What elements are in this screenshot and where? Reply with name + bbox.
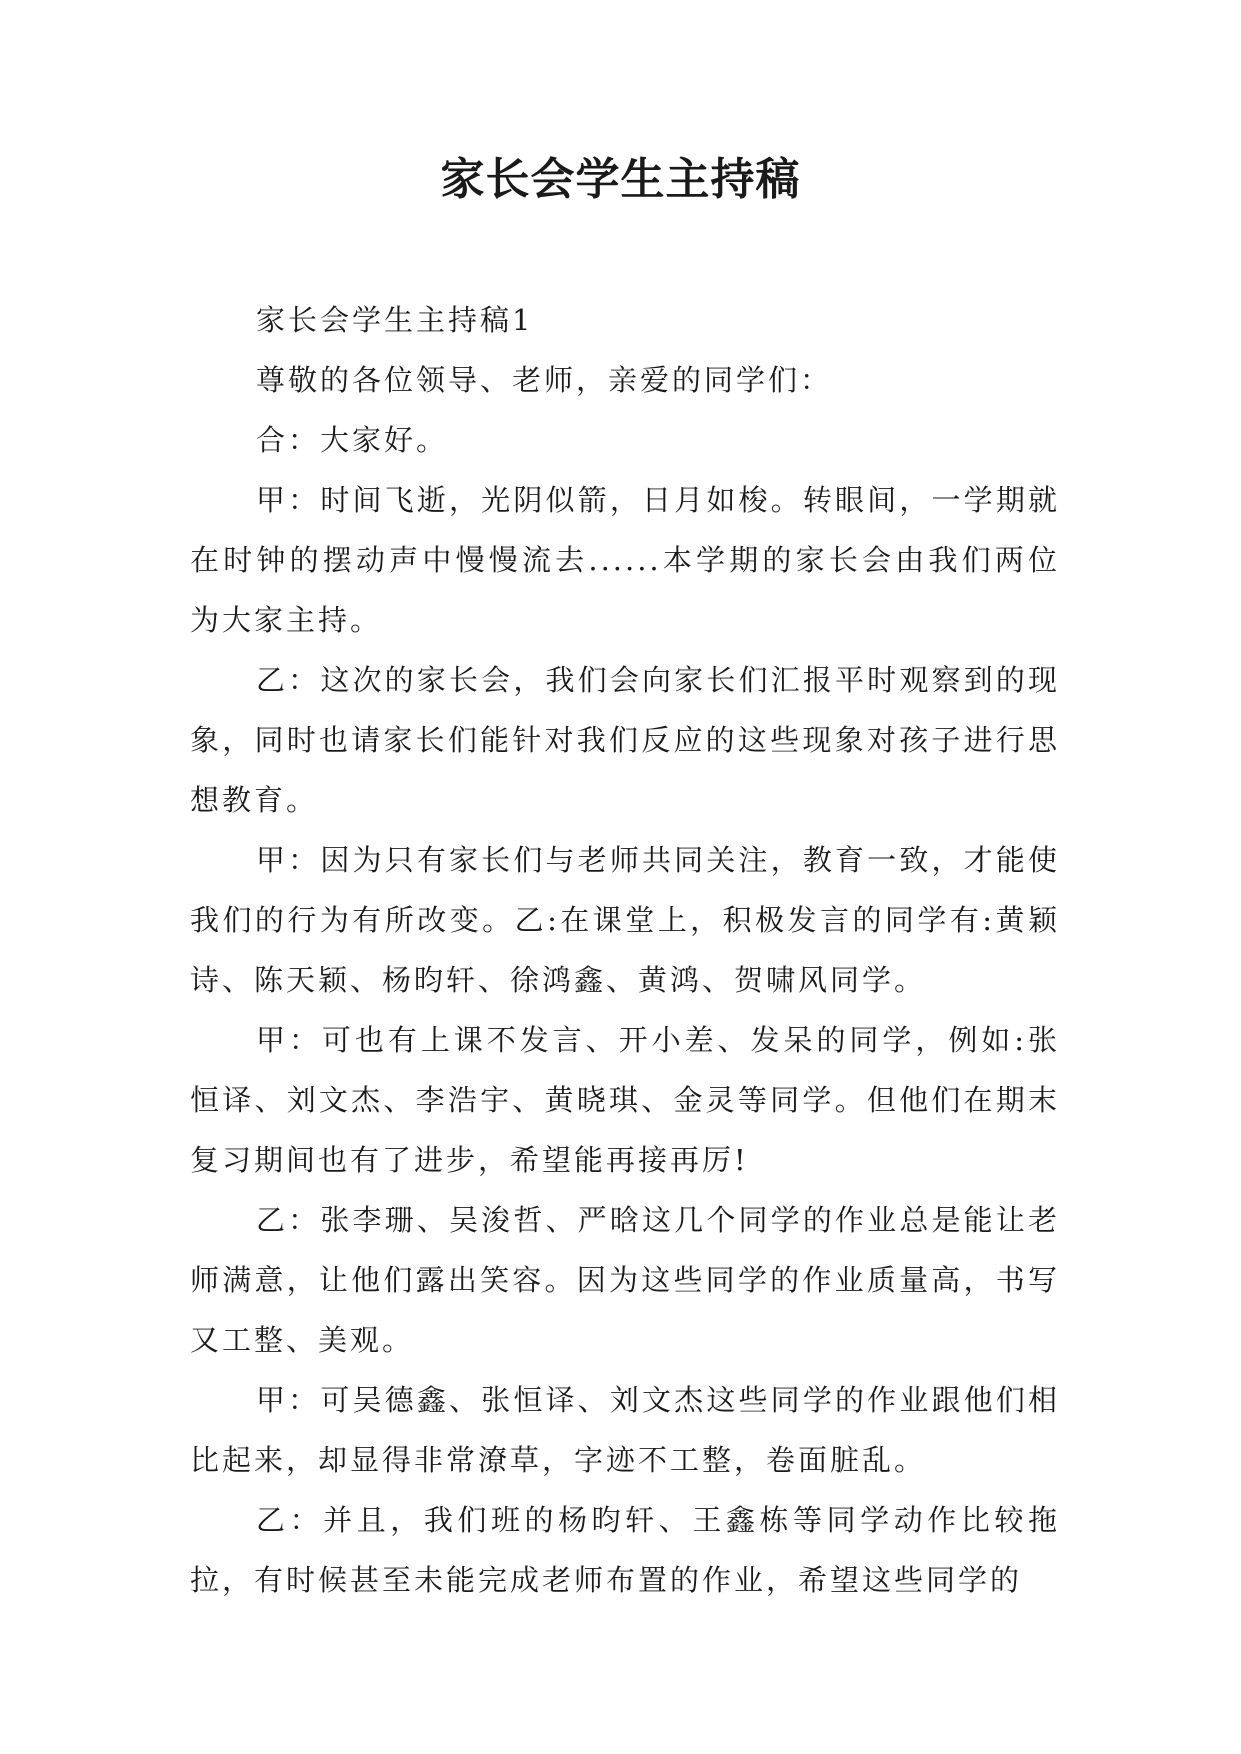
paragraph: 乙：这次的家长会，我们会向家长们汇报平时观察到的现象，同时也请家长们能针对我们反应的这些现象对孩子进行思想教育。 — [190, 663, 1060, 817]
paragraph: 乙：张李珊、吴浚哲、严晗这几个同学的作业总是能让老师满意，让他们露出笑容。因为这些同学的作业质量高，书写又工整、美观。 — [190, 1203, 1060, 1357]
document-body — [190, 290, 1060, 1610]
paragraph: 乙：并且，我们班的杨昀轩、王鑫栋等同学动作比较拖拉，有时候甚至未能完成老师布置的作业，希望这些同学的 — [190, 1503, 1060, 1597]
paragraph-heading: 家长会学生主持稿1 — [256, 303, 534, 337]
paragraph-greeting: 尊敬的各位领导、老师，亲爱的同学们： — [256, 363, 833, 397]
paragraph: 甲：时间飞逝，光阴似箭，日月如梭。转眼间，一学期就在时钟的摆动声中慢慢流去......本学期的家长会由我们两位为大家主持。 — [190, 483, 1060, 637]
paragraph: 甲：可吴德鑫、张恒译、刘文杰这些同学的作业跟他们相比起来，却显得非常潦草，字迹不工整，卷面脏乱。 — [190, 1383, 1060, 1477]
document-title: 家长会学生主持稿 — [440, 154, 801, 205]
paragraph: 甲：可也有上课不发言、开小差、发呆的同学，例如:张恒译、刘文杰、李浩宇、黄晓琪、金灵等同学。但他们在期末复习期间也有了进步，希望能再接再厉! — [190, 1023, 1060, 1177]
paragraph: 合：大家好。 — [256, 423, 449, 457]
paragraph: 甲：因为只有家长们与老师共同关注，教育一致，才能使我们的行为有所改变。乙:在课堂上，积极发言的同学有:黄颖诗、陈天颖、杨昀轩、徐鸿鑫、黄鸿、贺啸风同学。 — [190, 843, 1060, 997]
